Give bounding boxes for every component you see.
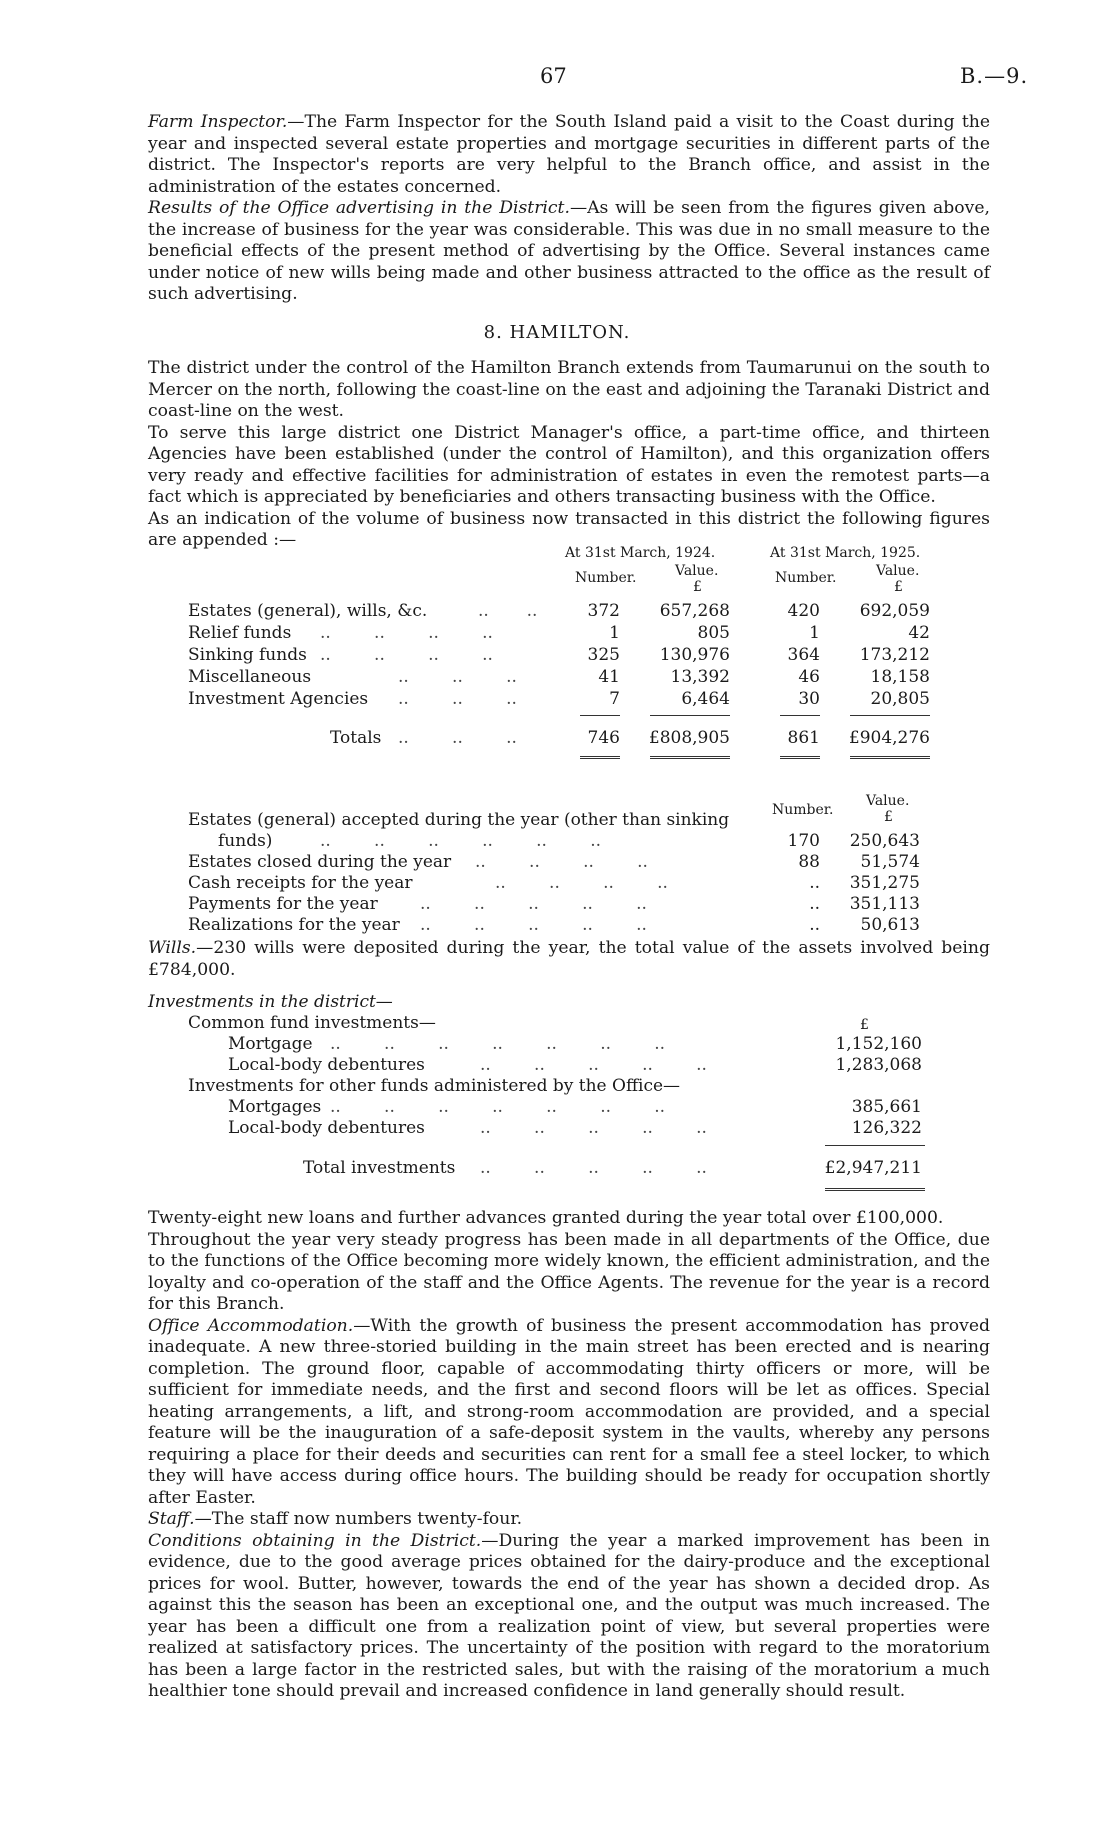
leader-dots: .. .. .. .. .. .. (320, 831, 601, 851)
table-cell: 30 (798, 689, 820, 709)
table-cell: 351,113 (849, 894, 920, 914)
table-row-label: Relief funds (188, 623, 292, 643)
paragraph-staff: Staff.—The staff now numbers twenty-four. (148, 1509, 523, 1529)
table-cell: 18,158 (870, 667, 930, 687)
paragraph-district: The district under the control of the Hamilton Branch extends from Taumarunui on the south to Mercer on the north, following the coast-line on the east and adjoining the Taranaki District and coast-line on the west. (148, 358, 990, 421)
paragraph-loans: Twenty-eight new loans and further advances granted during the year total over £100,000. (148, 1208, 944, 1228)
investment-label: Local-body debentures (228, 1055, 425, 1075)
leader-dots: .. .. .. .. .. (480, 1055, 707, 1075)
table-cell: 130,976 (659, 645, 730, 665)
table-cell: 692,059 (859, 601, 930, 621)
number-label: Number. (772, 802, 834, 818)
table-row-label: Investment Agencies (188, 689, 369, 709)
investment-label: Mortgage (228, 1034, 313, 1054)
col-1924-value-label: Value. (675, 563, 719, 579)
investment-label: Local-body debentures (228, 1118, 425, 1138)
row-label: Cash receipts for the year (188, 873, 413, 893)
row-label-cont: funds) (218, 831, 273, 851)
col-1924-number-label: Number. (575, 570, 637, 586)
subtotal-rule (650, 715, 730, 716)
section-title: 8. HAMILTON. (483, 322, 631, 343)
table-cell: 170 (787, 831, 820, 851)
table-cell: 7 (609, 689, 620, 709)
table-cell: 41 (598, 667, 620, 687)
col-1924-pound: £ (693, 579, 702, 595)
investments-pound: £ (860, 1017, 869, 1033)
table-cell: 1 (809, 623, 820, 643)
other-funds-heading: Investments for other funds administered by the Office— (188, 1076, 681, 1096)
totals-cell: 746 (587, 728, 620, 748)
totals-cell: £808,905 (648, 728, 730, 748)
investment-value: 385,661 (851, 1097, 922, 1117)
table-cell: 42 (908, 623, 930, 643)
total-investments-label: Total investments (303, 1158, 456, 1178)
table-cell: 173,212 (859, 645, 930, 665)
paragraph-farm-inspector: Farm Inspector.—The Farm Inspector for the South Island paid a visit to the Coast during the year and inspected several estate properties and mortgage securities in different parts of the district. The Inspector's reports are very helpful to the Branch office, and assist in the administration of the estates concerned. (148, 112, 990, 197)
subtotal-rule (825, 1145, 925, 1146)
leader-dots: .. .. .. .. .. .. .. (330, 1097, 666, 1117)
leader-dots: .. .. (478, 601, 538, 621)
table-cell: 805 (697, 623, 730, 643)
table-cell: 250,643 (849, 831, 920, 851)
totals-cell: £904,276 (848, 728, 930, 748)
table-cell: 325 (587, 645, 620, 665)
table-cell: 50,613 (860, 915, 920, 935)
table-cell: .. (809, 894, 820, 914)
investment-value: 126,322 (851, 1118, 922, 1138)
table-cell: 6,464 (681, 689, 730, 709)
table-cell: 46 (798, 667, 820, 687)
paragraph-wills: Wills.—230 wills were deposited during the year, the total value of the assets involved being £784,000. (148, 938, 990, 980)
leader-dots: .. .. .. .. .. (480, 1118, 707, 1138)
value-label: Value. (866, 793, 910, 809)
value-pound: £ (884, 809, 893, 825)
table-cell: 372 (587, 601, 620, 621)
investments-heading: Investments in the district— (148, 992, 393, 1012)
paragraph-indication: As an indication of the volume of business now transacted in this district the following figures are appended :— (148, 508, 990, 550)
leader-dots: .. .. .. (398, 689, 517, 709)
row-label: Payments for the year (188, 894, 378, 914)
investment-label: Mortgages (228, 1097, 322, 1117)
document-code: B.—9. (960, 64, 1029, 88)
investment-value: 1,152,160 (835, 1034, 922, 1054)
table-cell: 657,268 (659, 601, 730, 621)
common-fund-heading: Common fund investments— (188, 1013, 436, 1033)
leader-dots: .. .. .. .. (320, 623, 493, 643)
paragraph-advertising: Results of the Office advertising in the District.—As will be seen from the figures given above, the increase of business for the year was considerable. This was due in no small measure to the beneficial effects of the present method of advertising by the Office. Several instances came under notice of new wills being made and other business attracted to the office as the result of such advertising. (148, 198, 990, 304)
table-row-label: Miscellaneous (188, 667, 312, 687)
col-1924-header: At 31st March, 1924. (565, 545, 716, 561)
table-cell: 420 (787, 601, 820, 621)
leader-dots: .. .. .. .. .. (420, 894, 647, 914)
table-cell: .. (809, 915, 820, 935)
subtotal-rule (780, 715, 820, 716)
leader-dots: .. .. .. .. (495, 873, 668, 893)
col-1925-pound: £ (894, 579, 903, 595)
total-double-rule (780, 756, 820, 759)
table-cell: .. (809, 873, 820, 893)
intro-paragraphs (148, 112, 990, 306)
leader-dots: .. .. .. .. (475, 852, 648, 872)
totals-cell: 861 (787, 728, 820, 748)
leader-dots: .. .. .. .. .. (420, 915, 647, 935)
hamilton-intro (148, 358, 990, 552)
closing-paragraphs (148, 1208, 990, 1703)
table-cell: 20,805 (870, 689, 930, 709)
paragraph-accommodation: Office Accommodation.—With the growth of business the present accommodation has proved inadequate. A new three-storied building in the main street has been erected and is nearing completion. The ground floor, capable of accommodating thirty officers or more, will be sufficient for immediate needs, and the first and second floors will be let as offices. Special heating arrangements, a lift, and strong-room accommodation are provided, and a special feature will be the inauguration of a safe-deposit system in the vaults, whereby any persons requiring a place for their deeds and securities can rent for a small fee a steel locker, to which they will have access during office hours. The building should be ready for occupation shortly after Easter. (148, 1315, 991, 1508)
total-investments-value: £2,947,211 (824, 1158, 922, 1178)
leader-dots: .. .. .. .. .. (480, 1158, 707, 1178)
paragraph-conditions: Conditions obtaining in the District.—During the year a marked improvement has been in evidence, due to the good average prices obtained for the dairy-produce and the exceptional prices for wool. Butter, however, towards the end of the year has shown a decided drop. As against this the season has been an exceptional one, and the output was much increased. The year has been a difficult one from a realization point of view, but several properties were realized at satisfactory prices. The uncertainty of the position with regard to the moratorium has been a large factor in the restricted sales, but with the raising of the moratorium a much healthier tone should prevail and increased confidence in land generally should result. (148, 1530, 990, 1701)
total-double-rule (850, 756, 930, 759)
leader-dots: .. .. .. (398, 728, 517, 748)
paragraph-serve: To serve this large district one District Manager's office, a part-time office, and thirteen Agencies have been established (under the control of Hamilton), and this organization offers very ready and effective facilities for administration of estates in even the remotest parts—a fact which is appreciated by beneficiaries and others transacting business with the Office. (148, 422, 990, 507)
subtotal-rule (850, 715, 930, 716)
table-cell: 13,392 (670, 667, 730, 687)
leader-dots: .. .. .. (398, 667, 517, 687)
table-row-label: Sinking funds (188, 645, 307, 665)
table-cell: 51,574 (860, 852, 920, 872)
col-1925-number-label: Number. (775, 570, 837, 586)
leader-dots: .. .. .. .. (320, 645, 493, 665)
row-label: Estates (general) accepted during the year (other than sinking (188, 810, 730, 830)
col-1925-header: At 31st March, 1925. (770, 545, 921, 561)
page-number: 67 (540, 64, 567, 88)
table-cell: 1 (609, 623, 620, 643)
total-double-rule (825, 1188, 925, 1191)
paragraph-progress: Throughout the year very steady progress has been made in all departments of the Office, due to the functions of the Office becoming more widely known, the efficient administration, and the loyalty and co-operation of the staff and the Office Agents. The revenue for the year is a record for this Branch. (148, 1229, 990, 1314)
leader-dots: .. .. .. .. .. .. .. (330, 1034, 666, 1054)
investment-value: 1,283,068 (835, 1055, 922, 1075)
subtotal-rule (580, 715, 620, 716)
row-label: Realizations for the year (188, 915, 400, 935)
row-label: Estates closed during the year (188, 852, 452, 872)
col-1925-value-label: Value. (876, 563, 920, 579)
table-cell: 88 (798, 852, 820, 872)
totals-label: Totals (330, 728, 382, 748)
table-cell: 364 (787, 645, 820, 665)
total-double-rule (580, 756, 620, 759)
table-row-label: Estates (general), wills, &c. (188, 601, 428, 621)
wills-paragraph-block (148, 938, 990, 981)
table-cell: 351,275 (849, 873, 920, 893)
total-double-rule (650, 756, 730, 759)
